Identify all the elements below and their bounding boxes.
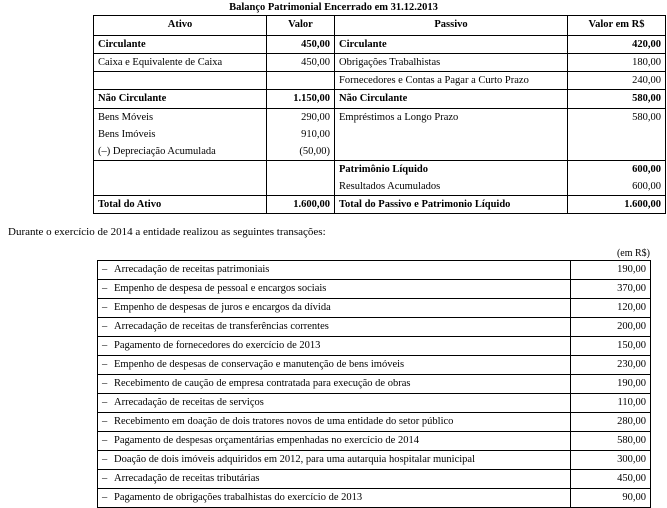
transaction-value: 230,00	[571, 356, 651, 375]
bullet-dash: –	[102, 434, 108, 446]
table-row	[98, 375, 651, 394]
transaction-description: – Pagamento de obrigações trabalhistas do exercício de 2013	[98, 489, 571, 508]
cell-ativo-caixa: Caixa e Equivalente de Caixa	[94, 54, 267, 72]
cell-ativo-bens-moveis: Bens Móveis	[94, 108, 267, 126]
transaction-value: 580,00	[571, 432, 651, 451]
document-page	[0, 2, 667, 503]
table-row	[94, 178, 666, 196]
cell-ativo-empty-2	[94, 160, 267, 178]
bullet-dash: –	[102, 358, 108, 370]
table-row	[98, 299, 651, 318]
table-row	[98, 280, 651, 299]
header-passivo: Passivo	[335, 16, 568, 36]
transaction-description: – Arrecadação de receitas tributárias	[98, 470, 571, 489]
transactions-table	[97, 260, 651, 508]
header-valor: Valor	[267, 16, 335, 36]
transaction-description: – Empenho de despesas de conservação e manutenção de bens imóveis	[98, 356, 571, 375]
cell-ativo-empty-3	[94, 178, 267, 196]
cell-valor-caixa: 450,00	[267, 54, 335, 72]
table-row	[98, 337, 651, 356]
bullet-dash: –	[102, 491, 108, 503]
transaction-value: 110,00	[571, 394, 651, 413]
table-header-row	[94, 16, 666, 36]
cell-ativo-nao-circulante: Não Circulante	[94, 90, 267, 108]
transaction-value: 150,00	[571, 337, 651, 356]
transaction-description: – Pagamento de fornecedores do exercício de 2013	[98, 337, 571, 356]
table-row	[94, 90, 666, 108]
cell-valorrs-obrigacoes: 180,00	[568, 54, 666, 72]
table-row	[98, 356, 651, 375]
cell-total-passivo-valor: 1.600,00	[568, 196, 666, 214]
bullet-dash: –	[102, 339, 108, 351]
cell-valorrs-emprestimos: 580,00	[568, 108, 666, 160]
transaction-value: 120,00	[571, 299, 651, 318]
cell-valorrs-nao-circulante: 580,00	[568, 90, 666, 108]
cell-passivo-resultados-acumulados: Resultados Acumulados	[335, 178, 568, 196]
bullet-dash: –	[102, 301, 108, 313]
cell-valor-depreciacao: (50,00)	[267, 143, 335, 161]
transaction-value: 200,00	[571, 318, 651, 337]
bullet-dash: –	[102, 415, 108, 427]
cell-passivo-fornecedores: Fornecedores e Contas a Pagar a Curto Prazo	[335, 72, 568, 90]
cell-ativo-circulante: Circulante	[94, 36, 267, 54]
cell-valor-empty-2	[267, 160, 335, 178]
cell-total-passivo-label: Total do Passivo e Patrimonio Líquido	[335, 196, 568, 214]
table-row	[94, 54, 666, 72]
cell-total-ativo-valor: 1.600,00	[267, 196, 335, 214]
balance-sheet-title: Balanço Patrimonial Encerrado em 31.12.2013	[229, 2, 438, 13]
transaction-description: – Empenho de despesas de juros e encargos da dívida	[98, 299, 571, 318]
bullet-dash: –	[102, 377, 108, 389]
transaction-description: – Empenho de despesa de pessoal e encargos sociais	[98, 280, 571, 299]
cell-valorrs-fornecedores: 240,00	[568, 72, 666, 90]
cell-passivo-circulante: Circulante	[335, 36, 568, 54]
unit-note: (em R$)	[616, 248, 650, 260]
header-valor-rs: Valor em R$	[568, 16, 666, 36]
cell-valorrs-circulante: 420,00	[568, 36, 666, 54]
table-row	[98, 394, 651, 413]
cell-ativo-depreciacao: (–) Depreciação Acumulada	[94, 143, 267, 161]
cell-valor-bens-imoveis: 910,00	[267, 126, 335, 143]
cell-valor-empty-1	[267, 72, 335, 90]
transaction-value: 190,00	[571, 375, 651, 394]
transaction-value: 450,00	[571, 470, 651, 489]
bullet-dash: –	[102, 263, 108, 275]
cell-passivo-emprestimos: Empréstimos a Longo Prazo	[335, 108, 568, 160]
bullet-dash: –	[102, 282, 108, 294]
balance-sheet-container	[93, 15, 665, 214]
table-row	[94, 108, 666, 126]
table-row	[94, 72, 666, 90]
cell-ativo-empty-1	[94, 72, 267, 90]
balance-sheet-table	[93, 15, 666, 214]
table-row	[98, 318, 651, 337]
bullet-dash: –	[102, 453, 108, 465]
table-row	[94, 160, 666, 178]
table-row	[98, 432, 651, 451]
header-ativo: Ativo	[94, 16, 267, 36]
cell-valor-nao-circulante: 1.150,00	[267, 90, 335, 108]
cell-passivo-nao-circulante: Não Circulante	[335, 90, 568, 108]
cell-valorrs-resultados-acumulados: 600,00	[568, 178, 666, 196]
intro-paragraph: Durante o exercício de 2014 a entidade realizou as seguintes transações:	[8, 226, 326, 239]
bullet-dash: –	[102, 472, 108, 484]
cell-passivo-obrigacoes: Obrigações Trabalhistas	[335, 54, 568, 72]
table-row	[98, 489, 651, 508]
bullet-dash: –	[102, 396, 108, 408]
table-row	[98, 413, 651, 432]
table-row	[98, 451, 651, 470]
transaction-description: – Recebimento de caução de empresa contratada para execução de obras	[98, 375, 571, 394]
transaction-description: – Pagamento de despesas orçamentárias empenhadas no exercício de 2014	[98, 432, 571, 451]
table-row	[98, 261, 651, 280]
transaction-value: 300,00	[571, 451, 651, 470]
cell-total-ativo-label: Total do Ativo	[94, 196, 267, 214]
transaction-description: – Doação de dois imóveis adquiridos em 2012, para uma autarquia hospitalar municipal	[98, 451, 571, 470]
transaction-value: 190,00	[571, 261, 651, 280]
table-row	[94, 36, 666, 54]
table-row	[94, 196, 666, 214]
transaction-value: 90,00	[571, 489, 651, 508]
bullet-dash: –	[102, 320, 108, 332]
transaction-description: – Recebimento em doação de dois tratores novos de uma entidade do setor público	[98, 413, 571, 432]
cell-valor-bens-moveis: 290,00	[267, 108, 335, 126]
cell-valorrs-patrimonio-liquido: 600,00	[568, 160, 666, 178]
transaction-description: – Arrecadação de receitas de serviços	[98, 394, 571, 413]
cell-valor-empty-3	[267, 178, 335, 196]
transaction-value: 280,00	[571, 413, 651, 432]
cell-ativo-bens-imoveis: Bens Imóveis	[94, 126, 267, 143]
transaction-value: 370,00	[571, 280, 651, 299]
cell-valor-circulante: 450,00	[267, 36, 335, 54]
cell-passivo-patrimonio-liquido: Patrimônio Líquido	[335, 160, 568, 178]
table-row	[98, 470, 651, 489]
transaction-description: – Arrecadação de receitas de transferências correntes	[98, 318, 571, 337]
transaction-description: – Arrecadação de receitas patrimoniais	[98, 261, 571, 280]
